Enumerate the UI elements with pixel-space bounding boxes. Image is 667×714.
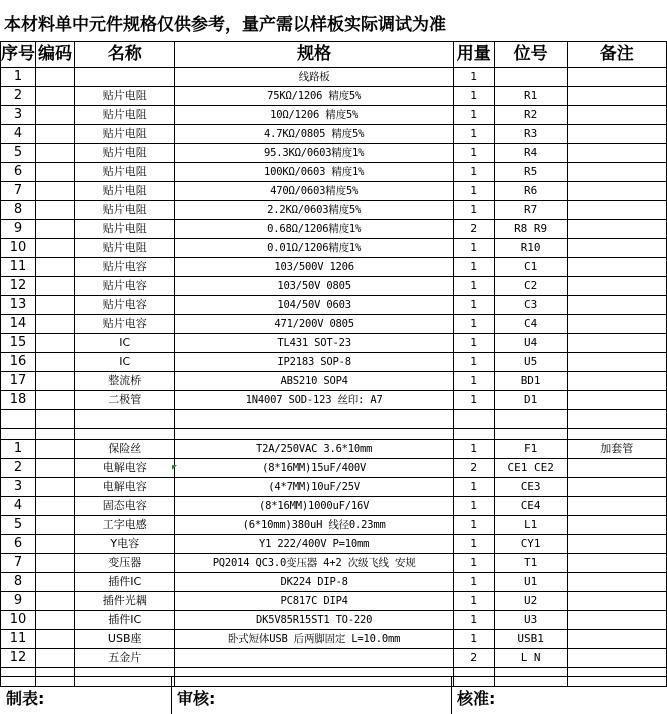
row-ref: C4 [494,315,567,334]
row-seq: 7 [1,554,36,573]
row-qty: 1 [453,630,494,649]
row-code [36,478,75,497]
row-name: 贴片电容 [74,258,175,277]
row-qty: 1 [453,182,494,201]
row-note [567,353,666,372]
row-ref: U4 [494,334,567,353]
row-note [567,630,666,649]
row-name [74,68,175,87]
row-ref: CY1 [494,535,567,554]
row-spec: 104/50V 0603 [175,296,453,315]
row-qty: 1 [453,334,494,353]
row-ref: U3 [494,611,567,630]
row-name: 电解电容 [74,478,175,497]
row-name: 变压器 [74,554,175,573]
row-code [36,125,75,144]
row-spec: ABS210 SOP4 [175,372,453,391]
row-spec: 100KΩ/0603 精度1% [175,163,453,182]
table-row [1,554,667,573]
row-qty: 2 [453,649,494,668]
row-spec: 103/50V 0805 [175,277,453,296]
row-qty: 1 [453,201,494,220]
row-ref: R2 [494,106,567,125]
row-code [36,592,75,611]
row-note [567,372,666,391]
row-spec: 10Ω/1206 精度5% [175,106,453,125]
row-qty: 1 [453,258,494,277]
row-ref: R1 [494,87,567,106]
row-code [36,87,75,106]
row-name: 贴片电阻 [74,239,175,258]
separator-body [1,410,667,440]
row-note [567,459,666,478]
row-name: 保险丝 [74,440,175,459]
row-note [567,239,666,258]
row-seq: 11 [1,630,36,649]
row-ref: L1 [494,516,567,535]
header-code: 编码 [36,42,75,68]
row-name: 贴片电阻 [74,220,175,239]
row-note [567,391,666,410]
row-seq: 15 [1,334,36,353]
header-note: 备注 [567,42,666,68]
row-qty: 1 [453,440,494,459]
row-name: 贴片电阻 [74,87,175,106]
table-row [1,277,667,296]
row-code [36,296,75,315]
row-ref: U5 [494,353,567,372]
row-spec: DK224 DIP-8 [175,573,453,592]
row-name: 固态电容 [74,497,175,516]
row-qty: 1 [453,163,494,182]
row-ref: D1 [494,391,567,410]
row-seq: 10 [1,611,36,630]
row-qty: 1 [453,144,494,163]
table-row [1,201,667,220]
row-seq: 16 [1,353,36,372]
row-qty: 1 [453,478,494,497]
row-code [36,106,75,125]
row-ref: USB1 [494,630,567,649]
row-name: 贴片电阻 [74,201,175,220]
tail-body [1,668,667,687]
row-code [36,554,75,573]
sheet-title: 本材料单中元件规格仅供参考，量产需以样板实际调试为准 [4,15,446,35]
row-note: 加套管 [567,440,666,459]
blank-row [1,668,667,687]
row-qty: 1 [453,68,494,87]
row-seq: 9 [1,220,36,239]
row-name: 贴片电容 [74,296,175,315]
row-spec [175,649,453,668]
row-qty: 1 [453,554,494,573]
table-row [1,353,667,372]
row-ref: R4 [494,144,567,163]
row-note [567,220,666,239]
row-qty: 1 [453,611,494,630]
row-name: 整流桥 [74,372,175,391]
row-spec: 75KΩ/1206 精度5% [175,87,453,106]
row-note [567,144,666,163]
header-qty: 用量 [453,42,494,68]
row-spec: (4*7MM)10uF/25V [175,478,453,497]
table-row [1,106,667,125]
footer-top-border [0,676,667,677]
row-ref: CE1 CE2 [494,459,567,478]
row-seq: 18 [1,391,36,410]
row-ref: R5 [494,163,567,182]
table-row [1,516,667,535]
row-note [567,554,666,573]
row-seq: 10 [1,239,36,258]
row-qty: 1 [453,239,494,258]
footer-made-by: 制表: [6,689,45,708]
row-seq: 6 [1,163,36,182]
section-2-body [1,440,667,668]
row-seq: 13 [1,296,36,315]
row-spec: 2.2KΩ/0603精度5% [175,201,453,220]
row-code [36,68,75,87]
row-code [36,277,75,296]
row-name: 二极管 [74,391,175,410]
row-qty: 1 [453,535,494,554]
row-spec: 471/200V 0805 [175,315,453,334]
row-seq: 6 [1,535,36,554]
row-code [36,334,75,353]
row-ref: L N [494,649,567,668]
row-name: 五金片 [74,649,175,668]
row-seq: 7 [1,182,36,201]
row-note [567,68,666,87]
row-note [567,516,666,535]
row-note [567,106,666,125]
row-note [567,125,666,144]
row-code [36,239,75,258]
row-code [36,144,75,163]
row-code [36,459,75,478]
row-spec: 0.68Ω/1206精度1% [175,220,453,239]
row-name: 贴片电阻 [74,182,175,201]
row-ref: T1 [494,554,567,573]
row-qty: 2 [453,459,494,478]
row-qty: 1 [453,296,494,315]
table-row [1,144,667,163]
row-spec: Y1 222/400V P=10mm [175,535,453,554]
table-row [1,497,667,516]
table-row [1,239,667,258]
header-spec: 规格 [175,42,453,68]
row-note [567,535,666,554]
row-seq: 14 [1,315,36,334]
row-name: 工字电感 [74,516,175,535]
row-name: IC [74,334,175,353]
row-spec: PC817C DIP4 [175,592,453,611]
row-spec: DK5V85R15ST1 TO-220 [175,611,453,630]
row-seq: 5 [1,144,36,163]
row-ref: C1 [494,258,567,277]
row-qty: 1 [453,573,494,592]
row-code [36,220,75,239]
row-seq: 12 [1,649,36,668]
table-row [1,220,667,239]
row-name: Y电容 [74,535,175,554]
row-code [36,573,75,592]
header-row [1,42,667,68]
row-spec: (8*16MM)1000uF/16V [175,497,453,516]
row-qty: 1 [453,516,494,535]
row-seq: 9 [1,592,36,611]
row-qty: 1 [453,592,494,611]
table-row [1,334,667,353]
row-seq: 5 [1,516,36,535]
row-spec: TL431 SOT-23 [175,334,453,353]
table-row [1,296,667,315]
row-seq: 1 [1,68,36,87]
row-name: IC [74,353,175,372]
row-qty: 1 [453,106,494,125]
row-note [567,201,666,220]
row-note [567,163,666,182]
row-note [567,573,666,592]
row-seq: 11 [1,258,36,277]
row-qty: 1 [453,87,494,106]
row-seq: 2 [1,459,36,478]
row-ref: C2 [494,277,567,296]
row-spec: 470Ω/0603精度5% [175,182,453,201]
row-ref: R3 [494,125,567,144]
row-note [567,258,666,277]
table-row [1,315,667,334]
row-code [36,497,75,516]
row-qty: 1 [453,372,494,391]
blank-row [1,410,667,429]
footer-divider [451,676,452,714]
row-code [36,372,75,391]
table-row [1,611,667,630]
table-row [1,573,667,592]
row-spec: 103/500V 1206 [175,258,453,277]
header-name: 名称 [74,42,175,68]
row-spec: IP2183 SOP-8 [175,353,453,372]
row-qty: 1 [453,277,494,296]
row-code [36,391,75,410]
row-qty: 1 [453,391,494,410]
row-ref: R10 [494,239,567,258]
row-seq: 4 [1,497,36,516]
table-row [1,125,667,144]
header-ref: 位号 [494,42,567,68]
row-spec: 4.7KΩ/0805 精度5% [175,125,453,144]
blank-row [1,429,667,440]
row-ref: CE4 [494,497,567,516]
row-note [567,497,666,516]
row-ref: R8 R9 [494,220,567,239]
row-ref: C3 [494,296,567,315]
section-1-body [1,68,667,410]
row-code [36,201,75,220]
row-note [567,478,666,497]
row-spec: (8*16MM)15uF/400V [175,459,453,478]
row-code [36,258,75,277]
row-ref: U2 [494,592,567,611]
table-row [1,87,667,106]
table-row [1,163,667,182]
row-ref: R6 [494,182,567,201]
header-seq: 序号 [1,42,36,68]
row-spec: (6*10mm)380uH 线径0.23mm [175,516,453,535]
row-name: 插件IC [74,573,175,592]
bom-table [0,41,667,687]
row-name: 贴片电容 [74,315,175,334]
row-note [567,611,666,630]
table-row [1,592,667,611]
row-seq: 8 [1,201,36,220]
row-code [36,516,75,535]
row-name: 电解电容 [74,459,175,478]
table-row [1,459,667,478]
row-spec: 卧式短体USB 后两脚固定 L=10.0mm [175,630,453,649]
row-name: USB座 [74,630,175,649]
row-qty: 1 [453,497,494,516]
footer-approved-by: 核准: [457,689,496,708]
row-qty: 1 [453,315,494,334]
row-qty: 2 [453,220,494,239]
row-name: 贴片电容 [74,277,175,296]
row-note [567,87,666,106]
row-code [36,440,75,459]
row-note [567,649,666,668]
row-code [36,163,75,182]
row-ref: BD1 [494,372,567,391]
row-code [36,315,75,334]
table-row [1,440,667,459]
row-name: 贴片电阻 [74,163,175,182]
row-seq: 2 [1,87,36,106]
row-spec: 1N4007 SOD-123 丝印: A7 [175,391,453,410]
table-row [1,182,667,201]
row-ref: F1 [494,440,567,459]
row-note [567,182,666,201]
row-seq: 3 [1,478,36,497]
row-spec: T2A/250VAC 3.6*10mm [175,440,453,459]
row-spec: 95.3KΩ/0603精度1% [175,144,453,163]
row-seq: 12 [1,277,36,296]
table-row [1,535,667,554]
row-seq: 1 [1,440,36,459]
table-row [1,478,667,497]
row-code [36,611,75,630]
row-name: 插件光耦 [74,592,175,611]
row-code [36,353,75,372]
row-name: 贴片电阻 [74,125,175,144]
row-ref: U1 [494,573,567,592]
row-qty: 1 [453,125,494,144]
row-ref [494,68,567,87]
row-note [567,315,666,334]
table-row [1,391,667,410]
row-seq: 8 [1,573,36,592]
table-row [1,258,667,277]
row-spec: 线路板 [175,68,453,87]
row-code [36,535,75,554]
row-code [36,630,75,649]
row-qty: 1 [453,353,494,372]
row-seq: 4 [1,125,36,144]
row-ref: CE3 [494,478,567,497]
row-spec: 0.01Ω/1206精度1% [175,239,453,258]
row-note [567,334,666,353]
footer-divider [171,676,172,714]
row-note [567,296,666,315]
table-row [1,372,667,391]
table-row [1,630,667,649]
row-ref: R7 [494,201,567,220]
table-row [1,649,667,668]
table-row [1,68,667,87]
row-note [567,592,666,611]
row-code [36,182,75,201]
row-name: 贴片电阻 [74,144,175,163]
row-seq: 17 [1,372,36,391]
row-spec: PQ2014 QC3.0变压器 4+2 次级飞线 安规 [175,554,453,573]
row-code [36,649,75,668]
row-name: 贴片电阻 [74,106,175,125]
row-name: 插件IC [74,611,175,630]
footer-reviewed-by: 审核: [177,689,216,708]
row-note [567,277,666,296]
row-seq: 3 [1,106,36,125]
cell-comment-marker [172,465,177,470]
